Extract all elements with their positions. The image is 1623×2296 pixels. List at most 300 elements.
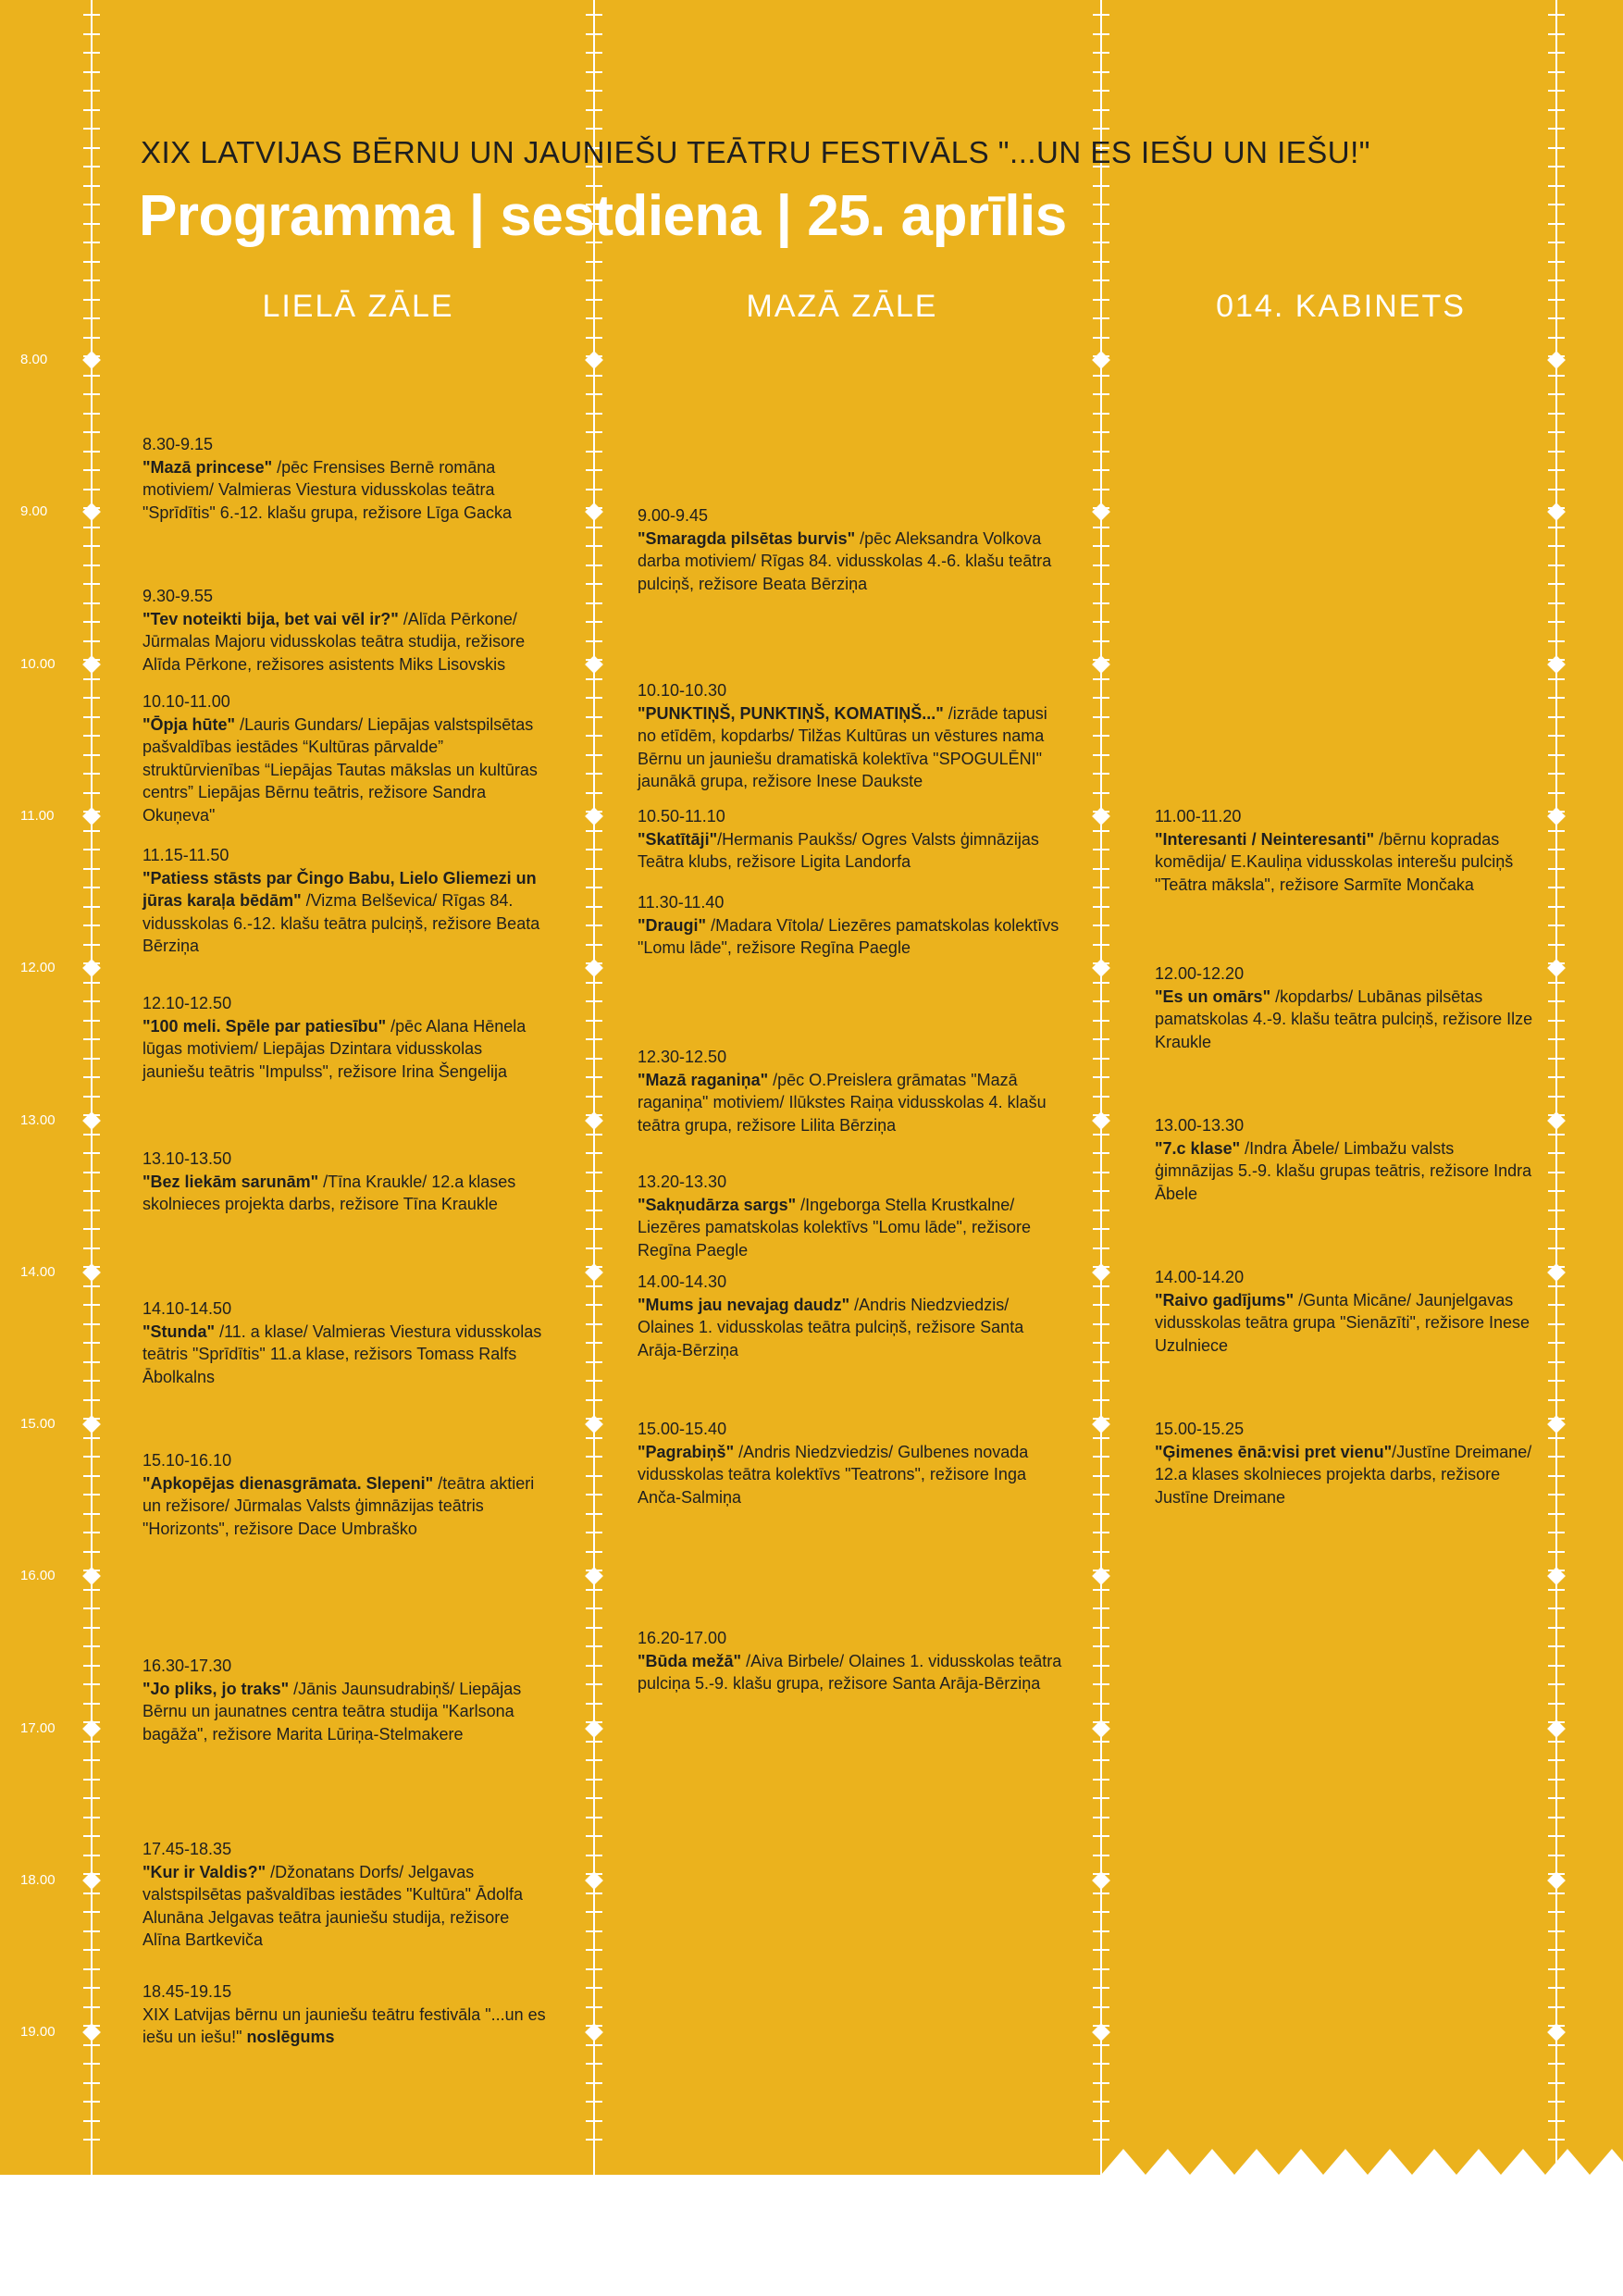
timeline-tick [1548, 565, 1565, 566]
timeline-tick [586, 109, 602, 111]
timeline-tick [83, 545, 100, 547]
timeline-tick [586, 1247, 602, 1249]
event-title: "Stunda" [142, 1322, 216, 1341]
timeline-tick [1548, 1759, 1565, 1761]
timeline-tick [83, 185, 100, 187]
hour-label: 12.00 [20, 960, 56, 975]
event-title: "Ģimenes ēnā:visi pret vienu" [1155, 1442, 1393, 1461]
event-title: "Bez liekām sarunām" [142, 1172, 319, 1191]
event-text [142, 1863, 523, 1950]
timeline-tick [1093, 1855, 1109, 1856]
event-liela [142, 433, 548, 524]
timeline-tick [1093, 128, 1109, 130]
timeline-tick [1093, 1987, 1109, 1989]
timeline-tick [1093, 1020, 1109, 1022]
timeline-tick [1548, 1000, 1565, 1002]
timeline-tick [1093, 1437, 1109, 1439]
event-title: "Mums jau nevajag daudz" [638, 1295, 850, 1314]
timeline-tick [1093, 640, 1109, 642]
timeline-tick [83, 1949, 100, 1951]
event-intro: XIX Latvijas bērnu un jauniešu teātru festivāla "...un es iešu un iešu!" [142, 2004, 546, 2046]
timeline-tick [586, 71, 602, 73]
event-liela [142, 1838, 548, 1952]
timeline-tick [586, 299, 602, 301]
timeline-tick [83, 2082, 100, 2084]
event-maza [638, 1627, 1063, 1695]
event-kabinets [1155, 962, 1534, 1053]
timeline-tick [83, 1589, 100, 1591]
event-time: 12.30-12.50 [638, 1048, 727, 1066]
timeline-tick [1548, 906, 1565, 908]
event-description: /bērnu kopradas komēdija/ E.Kauliņa vidusskolas interešu pulciņš "Teātra māksla", režisore Sarmīte Mončaka [1155, 829, 1514, 894]
timeline-tick [586, 1797, 602, 1799]
timeline-tick [1093, 716, 1109, 718]
timeline-tick [1548, 1228, 1565, 1230]
timeline-tick [83, 1076, 100, 1078]
timeline-tick [83, 1000, 100, 1002]
timeline-tick [586, 14, 602, 16]
timeline-tick [83, 1342, 100, 1344]
timeline-tick [83, 697, 100, 699]
timeline-tick [586, 527, 602, 528]
timeline-tick [1548, 527, 1565, 528]
event-text [638, 830, 1039, 872]
timeline-tick [83, 1210, 100, 1211]
event-description: /Hermanis Paukšs/ Ogres Valsts ģimnāzijas Teātra klubs, režisore Ligita Landorfa [638, 829, 1039, 871]
timeline-tick [83, 279, 100, 281]
event-text [638, 916, 1059, 958]
timeline-tick [83, 2006, 100, 2008]
timeline-tick [1548, 697, 1565, 699]
timeline-tick [1548, 393, 1565, 395]
timeline-tick [1548, 2044, 1565, 2046]
timeline-tick [586, 261, 602, 263]
timeline-tick [83, 1304, 100, 1306]
timeline-tick [1548, 1038, 1565, 1040]
timeline-tick [1548, 1456, 1565, 1458]
column-header-014-kabinets: 014. KABINETS [1216, 289, 1466, 324]
timeline-tick [1548, 1968, 1565, 1970]
timeline-tick [1093, 792, 1109, 794]
timeline-tick [1093, 2006, 1109, 2008]
timeline-tick [1548, 279, 1565, 281]
timeline-tick [586, 1342, 602, 1344]
timeline-tick [83, 1741, 100, 1743]
event-text [1155, 987, 1532, 1051]
timeline-tick [1093, 469, 1109, 471]
timeline-tick [1548, 1190, 1565, 1192]
timeline-tick [1093, 413, 1109, 415]
event-title: "Raivo gadījums" [1155, 1290, 1295, 1309]
event-liela [142, 992, 548, 1083]
timeline-tick [586, 1665, 602, 1667]
timeline-tick [586, 583, 602, 585]
timeline-tick [586, 1304, 602, 1306]
timeline-tick [1548, 1380, 1565, 1382]
timeline-tick [83, 469, 100, 471]
timeline-tick [1093, 1399, 1109, 1401]
timeline-tick [586, 1475, 602, 1477]
event-liela [142, 1655, 548, 1745]
timeline-tick [586, 1532, 602, 1533]
timeline-tick [1093, 1210, 1109, 1211]
timeline-tick [1548, 792, 1565, 794]
event-description: /izrāde tapusi no etīdēm, kopdarbs/ Tilžas Kultūras un vēstures nama Bērnu un jauniešu dramatiskā kolektīva "SPOGULĒNI" jaunākā grupa, režisore Inese Daukste [638, 703, 1047, 790]
timeline-tick [1093, 1096, 1109, 1098]
timeline-tick [1093, 868, 1109, 870]
timeline-tick [586, 2063, 602, 2065]
timeline-tick [1093, 52, 1109, 54]
timeline-tick [586, 545, 602, 547]
timeline-tick [1548, 1741, 1565, 1743]
timeline-tick [83, 1038, 100, 1040]
event-liela [142, 1449, 548, 1540]
timeline-tick [1093, 1247, 1109, 1249]
timeline-tick [1548, 887, 1565, 888]
event-text [1155, 1291, 1530, 1355]
timeline-tick [586, 1494, 602, 1496]
timeline-tick [1548, 1911, 1565, 1913]
event-description: /pēc Alana Hēnela lūgas motiviem/ Liepājas Dzintara vidusskolas jauniešu teātris "Impulss", režisore Irina Šengelija [142, 1016, 527, 1081]
event-text [142, 2005, 546, 2047]
hour-label: 17.00 [20, 1720, 56, 1736]
timeline-tick [83, 2063, 100, 2065]
timeline-line [1555, 0, 1557, 2175]
timeline-tick [1093, 1076, 1109, 1078]
event-text [638, 529, 1051, 593]
timeline-tick [1548, 2101, 1565, 2103]
timeline-tick [83, 1172, 100, 1173]
timeline-tick [1548, 1475, 1565, 1477]
event-description: /11. a klase/ Valmieras Viestura vidusskolas teātris "Sprīdītis" 11.a klase, režisors Tomass Ralfs Ābolkalns [142, 1322, 542, 1386]
timeline-tick [586, 1893, 602, 1894]
timeline-tick [1093, 1607, 1109, 1609]
timeline-tick [586, 1096, 602, 1098]
event-time: 18.45-19.15 [142, 1982, 232, 2001]
event-time: 8.30-9.15 [142, 435, 214, 453]
timeline-tick [586, 1627, 602, 1629]
timeline-tick [1093, 1285, 1109, 1287]
timeline-tick [1548, 469, 1565, 471]
event-kabinets [1155, 805, 1534, 896]
timeline-tick [83, 204, 100, 205]
event-time: 14.00-14.20 [1155, 1268, 1245, 1286]
timeline-tick [586, 393, 602, 395]
timeline-tick [1548, 261, 1565, 263]
event-text [142, 1173, 515, 1214]
event-title: "Būda mežā" [638, 1651, 742, 1670]
event-description: /Aiva Birbele/ Olaines 1. vidusskolas teātra pulciņa 5.-9. klašu grupa, režisore Santa Arāja-Bērziņa [638, 1651, 1062, 1693]
timeline-tick [586, 640, 602, 642]
timeline-tick [83, 849, 100, 850]
timeline-tick [1093, 1911, 1109, 1913]
timeline-tick [83, 1247, 100, 1249]
timeline-tick [83, 128, 100, 130]
timeline-tick [586, 982, 602, 984]
event-title: "Sakņudārza sargs" [638, 1195, 797, 1214]
event-text [142, 1680, 521, 1744]
timeline-tick [1548, 1152, 1565, 1154]
event-kabinets [1155, 1266, 1534, 1357]
event-description: /Džonatans Dorfs/ Jelgavas valstspilsētas pašvaldības iestādes "Kultūra" Ādolfa Alunāna Jelgavas teātra jauniešu studija, režisore Alīna Bartkeviča [142, 1862, 524, 1949]
timeline-tick [1093, 1058, 1109, 1060]
event-text [638, 1196, 1031, 1260]
timeline-tick [586, 1020, 602, 1022]
timeline-tick [1548, 773, 1565, 775]
timeline-tick [586, 2101, 602, 2103]
event-maza [638, 805, 1063, 874]
timeline-tick [1093, 1323, 1109, 1325]
timeline-tick [1548, 678, 1565, 680]
timeline-tick [586, 1645, 602, 1647]
event-text [638, 1071, 1047, 1135]
timeline-tick [83, 1513, 100, 1515]
event-description: /Vizma Belševica/ Rīgas 84. vidusskolas 6.-12. klašu teātra pulciņš, režisore Beata Bērziņa [142, 891, 540, 955]
timeline-tick [83, 1380, 100, 1382]
timeline-tick [586, 1038, 602, 1040]
timeline-tick [1548, 2063, 1565, 2065]
timeline-tick [83, 261, 100, 263]
event-text [142, 1017, 526, 1081]
timeline-tick [586, 52, 602, 54]
timeline-tick [83, 1779, 100, 1781]
timeline-tick [83, 925, 100, 926]
timeline-tick [83, 735, 100, 737]
timeline-tick [1548, 1494, 1565, 1496]
event-title: "Skatītāji" [638, 829, 718, 849]
timeline-tick [586, 1076, 602, 1078]
event-time: 10.50-11.10 [638, 807, 725, 825]
event-time: 9.30-9.55 [142, 587, 214, 605]
timeline-tick [1548, 1589, 1565, 1591]
hour-label: 19.00 [20, 2024, 56, 2040]
timeline-tick [1093, 697, 1109, 699]
timeline-tick [586, 944, 602, 946]
event-maza [638, 1271, 1063, 1361]
timeline-tick [1548, 868, 1565, 870]
timeline-tick [83, 982, 100, 984]
hour-label: 11.00 [20, 808, 55, 824]
timeline-tick [1548, 1361, 1565, 1363]
timeline-tick [1548, 299, 1565, 301]
event-time: 17.45-18.35 [142, 1840, 232, 1858]
timeline-tick [83, 565, 100, 566]
timeline-tick [83, 1759, 100, 1761]
timeline-tick [83, 754, 100, 756]
event-title: "Ōpja hūte" [142, 714, 236, 734]
event-time: 13.00-13.30 [1155, 1116, 1245, 1135]
event-liela [142, 585, 548, 676]
timeline-tick [586, 1607, 602, 1609]
event-time: 16.20-17.00 [638, 1629, 727, 1647]
timeline-tick [1548, 1627, 1565, 1629]
timeline-tick [1093, 223, 1109, 225]
timeline-tick [83, 716, 100, 718]
timeline-tick [83, 1835, 100, 1837]
hour-label: 13.00 [20, 1112, 56, 1128]
event-title: "Es un omārs" [1155, 987, 1271, 1006]
timeline-tick [586, 279, 602, 281]
timeline-tick [1548, 621, 1565, 623]
timeline-tick [586, 1152, 602, 1154]
timeline-tick [1548, 1532, 1565, 1533]
timeline-tick [586, 773, 602, 775]
timeline-tick [1093, 1342, 1109, 1344]
timeline-tick [586, 1683, 602, 1685]
timeline-tick [1093, 1930, 1109, 1932]
timeline-tick [1093, 261, 1109, 263]
event-title: "Jo pliks, jo traks" [142, 1679, 290, 1698]
event-text [1155, 1443, 1531, 1507]
timeline-tick [83, 1361, 100, 1363]
column-header-maza-zale: MAZĀ ZĀLE [746, 289, 938, 324]
event-time: 11.00-11.20 [1155, 807, 1242, 825]
event-description: /Tīna Kraukle/ 12.a klases skolnieces projekta darbs, režisore Tīna Kraukle [142, 1172, 516, 1213]
timeline-tick [1093, 14, 1109, 16]
timeline-tick [586, 1380, 602, 1382]
timeline-tick [1548, 375, 1565, 377]
event-title: "100 meli. Spēle par patiesību" [142, 1016, 387, 1036]
timeline-tick [586, 1817, 602, 1818]
timeline-tick [1093, 1551, 1109, 1553]
event-description: /Lauris Gundars/ Liepājas valstspilsētas pašvaldības iestādes “Kultūras pārvalde” struktūrvienības “Liepājas Tautas mākslas un kultūras centrs” Liepājas Bērnu teātris, režisore Sandra Okuņeva" [142, 714, 538, 825]
timeline-tick [1548, 2120, 1565, 2122]
timeline-tick [1548, 1134, 1565, 1136]
timeline-tick [586, 887, 602, 888]
timeline-tick [83, 1987, 100, 1989]
timeline-tick [1548, 413, 1565, 415]
timeline-tick [586, 489, 602, 490]
event-time: 10.10-10.30 [638, 681, 727, 700]
timeline-tick [586, 1190, 602, 1192]
timeline-tick [1548, 1323, 1565, 1325]
timeline-tick [1548, 90, 1565, 92]
timeline-tick [586, 1058, 602, 1060]
timeline-tick [83, 52, 100, 54]
timeline-tick [586, 1437, 602, 1439]
timeline-tick [1548, 925, 1565, 926]
timeline-tick [83, 2101, 100, 2103]
timeline-tick [83, 223, 100, 225]
timeline-tick [83, 602, 100, 604]
timeline-tick [586, 1987, 602, 1989]
timeline-tick [1093, 545, 1109, 547]
timeline-tick [586, 1134, 602, 1136]
timeline-tick [586, 2139, 602, 2141]
timeline-tick [83, 1703, 100, 1705]
timeline-tick [586, 1000, 602, 1002]
timeline-tick [586, 1210, 602, 1211]
timeline-tick [586, 830, 602, 832]
event-time: 13.20-13.30 [638, 1173, 727, 1191]
timeline-tick [83, 166, 100, 168]
event-description: /Andris Niedzviedzis/ Olaines 1. vidusskolas teātra pulciņš, režisore Santa Arāja-Bērziņa [638, 1295, 1024, 1359]
timeline-tick [586, 451, 602, 453]
timeline-tick [1093, 1683, 1109, 1685]
timeline-tick [1548, 1987, 1565, 1989]
timeline-tick [83, 2120, 100, 2122]
hour-label: 9.00 [20, 503, 48, 519]
timeline-tick [83, 1532, 100, 1533]
event-description: /Alīda Pērkone/ Jūrmalas Majoru vidusskolas teātra studija, režisore Alīda Pērkone, režisores asistents Miks Lisovskis [142, 609, 526, 674]
timeline-tick [1093, 1228, 1109, 1230]
timeline-tick [1548, 33, 1565, 35]
timeline-tick [1093, 489, 1109, 490]
timeline-tick [586, 1930, 602, 1932]
timeline-tick [1548, 147, 1565, 149]
timeline-tick [1548, 337, 1565, 339]
timeline-tick [1093, 1968, 1109, 1970]
event-title: "7.c klase" [1155, 1138, 1241, 1158]
event-text [638, 704, 1047, 791]
timeline-tick [1093, 773, 1109, 775]
timeline-tick [83, 431, 100, 433]
timeline-tick [1093, 337, 1109, 339]
timeline-tick [83, 1551, 100, 1553]
event-liela [142, 1148, 548, 1216]
event-title: "Tev noteikti bija, bet vai vēl ir?" [142, 609, 399, 628]
timeline-tick [83, 1645, 100, 1647]
timeline-tick [1548, 1665, 1565, 1667]
timeline-tick [1548, 1855, 1565, 1856]
event-maza [638, 1418, 1063, 1508]
timeline-tick [1093, 1589, 1109, 1591]
timeline-tick [1093, 1456, 1109, 1458]
timeline-tick [1548, 317, 1565, 319]
timeline-tick [1093, 1000, 1109, 1002]
event-description: /kopdarbs/ Lubānas pilsētas pamatskolas 4.-9. klašu teātra pulciņš, režisore Ilze Kraukle [1155, 987, 1533, 1051]
timeline-tick [1093, 185, 1109, 187]
timeline-tick [1548, 489, 1565, 490]
timeline-tick [1093, 1893, 1109, 1894]
timeline-tick [1093, 583, 1109, 585]
timeline-tick [1548, 2139, 1565, 2141]
timeline-tick [1548, 1513, 1565, 1515]
timeline-tick [1093, 33, 1109, 35]
hour-label: 15.00 [20, 1416, 56, 1432]
event-title: "Kur ir Valdis?" [142, 1862, 266, 1881]
event-description: /Ingeborga Stella Krustkalne/ Liezēres pamatskolas kolektīvs "Lomu lāde", režisore Regīna Paegle [638, 1195, 1031, 1260]
timeline-tick [1093, 1494, 1109, 1496]
event-maza [638, 679, 1063, 793]
timeline-tick [586, 1172, 602, 1173]
timeline-tick [1093, 1627, 1109, 1629]
timeline-tick [1548, 204, 1565, 205]
timeline-tick [586, 1456, 602, 1458]
timeline-tick [1548, 1304, 1565, 1306]
event-time: 9.00-9.45 [638, 506, 709, 525]
timeline-tick [586, 2082, 602, 2084]
timeline-tick [83, 1020, 100, 1022]
timeline-tick [1093, 1817, 1109, 1818]
timeline-line [1100, 0, 1102, 2175]
timeline-tick [1548, 1703, 1565, 1705]
event-title: "Smaragda pilsētas burvis" [638, 528, 856, 548]
event-description: /Madara Vītola/ Liezēres pamatskolas kolektīvs "Lomu lāde", režisore Regīna Paegle [638, 915, 1059, 957]
timeline-tick [1093, 1949, 1109, 1951]
timeline-tick [586, 2044, 602, 2046]
timeline-tick [83, 640, 100, 642]
timeline-tick [586, 906, 602, 908]
timeline-tick [586, 621, 602, 623]
timeline-tick [1093, 1038, 1109, 1040]
timeline-tick [83, 773, 100, 775]
timeline-tick [586, 1703, 602, 1705]
timeline-tick [1548, 545, 1565, 547]
timeline-tick [1548, 830, 1565, 832]
event-title: "Draugi" [638, 915, 707, 935]
event-description: /Gunta Micāne/ Jaunjelgavas vidusskolas teātra grupa "Sienāzīti", režisore Inese Uzulniece [1155, 1290, 1530, 1355]
